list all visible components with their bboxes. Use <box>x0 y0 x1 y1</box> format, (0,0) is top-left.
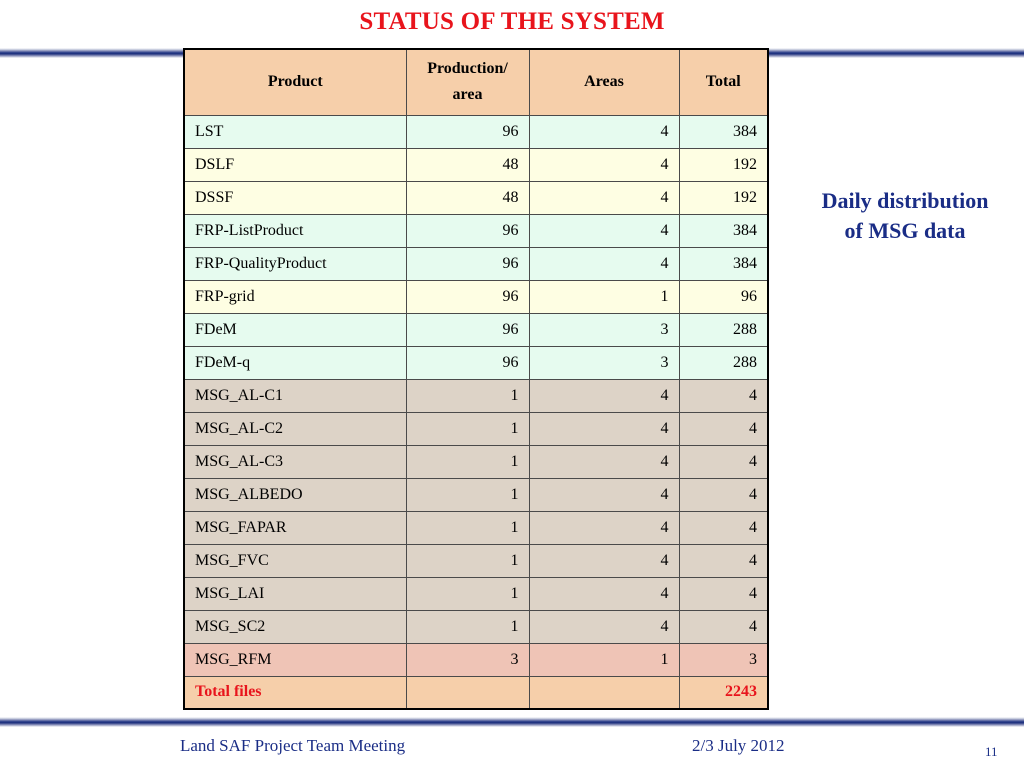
table-row <box>184 511 768 544</box>
total-cell: 3 <box>679 643 768 676</box>
page-number: 11 <box>985 744 998 759</box>
product-cell: FDeM <box>184 313 406 346</box>
total-cell: 4 <box>679 544 768 577</box>
total-value: 2243 <box>679 676 768 709</box>
production-cell: 96 <box>406 115 529 148</box>
total-cell: 384 <box>679 214 768 247</box>
product-cell: DSLF <box>184 148 406 181</box>
total-cell: 288 <box>679 346 768 379</box>
areas-cell: 3 <box>529 313 679 346</box>
table-row <box>184 478 768 511</box>
table-row <box>184 610 768 643</box>
production-cell: 1 <box>406 379 529 412</box>
production-cell: 3 <box>406 643 529 676</box>
total-cell: 96 <box>679 280 768 313</box>
areas-cell: 4 <box>529 511 679 544</box>
total-cell: 4 <box>679 478 768 511</box>
table-row <box>184 313 768 346</box>
table-row <box>184 346 768 379</box>
production-cell: 1 <box>406 511 529 544</box>
areas-cell: 4 <box>529 247 679 280</box>
table-row <box>184 643 768 676</box>
areas-cell: 4 <box>529 181 679 214</box>
table-row <box>184 445 768 478</box>
table-row <box>184 148 768 181</box>
product-cell: LST <box>184 115 406 148</box>
table-row <box>184 577 768 610</box>
product-cell: FRP-QualityProduct <box>184 247 406 280</box>
total-cell: 4 <box>679 412 768 445</box>
total-cell: 288 <box>679 313 768 346</box>
header-total: Total <box>679 49 768 115</box>
product-cell: MSG_FAPAR <box>184 511 406 544</box>
areas-cell: 4 <box>529 445 679 478</box>
areas-cell: 4 <box>529 412 679 445</box>
areas-cell: 3 <box>529 346 679 379</box>
areas-cell: 1 <box>529 280 679 313</box>
total-cell: 4 <box>679 610 768 643</box>
product-cell: MSG_AL-C2 <box>184 412 406 445</box>
total-cell: 192 <box>679 181 768 214</box>
product-cell: FRP-ListProduct <box>184 214 406 247</box>
production-cell: 1 <box>406 577 529 610</box>
total-cell: 4 <box>679 379 768 412</box>
product-cell: MSG_FVC <box>184 544 406 577</box>
areas-cell: 4 <box>529 115 679 148</box>
header-production-area-text: Production/ area <box>427 60 508 104</box>
production-cell: 1 <box>406 544 529 577</box>
table-row <box>184 115 768 148</box>
total-row <box>184 676 768 709</box>
header-production-area <box>406 49 529 115</box>
production-cell: 96 <box>406 280 529 313</box>
production-cell: 96 <box>406 214 529 247</box>
footer-date: 2/3 July 2012 <box>692 736 785 755</box>
product-cell: MSG_AL-C3 <box>184 445 406 478</box>
areas-cell: 4 <box>529 610 679 643</box>
table-row <box>184 280 768 313</box>
footer-meeting: Land SAF Project Team Meeting <box>180 736 406 755</box>
production-cell: 48 <box>406 181 529 214</box>
table-row <box>184 181 768 214</box>
areas-cell: 1 <box>529 643 679 676</box>
product-cell: MSG_RFM <box>184 643 406 676</box>
side-note-line2: of MSG data <box>844 218 966 243</box>
total-cell: 4 <box>679 577 768 610</box>
total-cell: 384 <box>679 247 768 280</box>
production-cell: 1 <box>406 478 529 511</box>
table-row <box>184 544 768 577</box>
production-cell: 1 <box>406 610 529 643</box>
areas-cell: 4 <box>529 577 679 610</box>
areas-cell: 4 <box>529 478 679 511</box>
table-header-row <box>184 49 768 115</box>
areas-cell: 4 <box>529 379 679 412</box>
bottom-divider <box>0 717 1024 727</box>
production-cell: 96 <box>406 247 529 280</box>
system-status-table <box>183 48 769 710</box>
table-row <box>184 247 768 280</box>
product-cell: MSG_SC2 <box>184 610 406 643</box>
total-cell: 4 <box>679 511 768 544</box>
production-cell: 48 <box>406 148 529 181</box>
total-cell: 4 <box>679 445 768 478</box>
production-cell: 1 <box>406 445 529 478</box>
areas-cell: 4 <box>529 214 679 247</box>
production-cell: 96 <box>406 346 529 379</box>
product-cell: MSG_ALBEDO <box>184 478 406 511</box>
areas-cell: 4 <box>529 148 679 181</box>
production-cell: 1 <box>406 412 529 445</box>
total-cell: 384 <box>679 115 768 148</box>
side-note-line1: Daily distribution <box>821 188 989 213</box>
table-row <box>184 214 768 247</box>
product-cell: FDeM-q <box>184 346 406 379</box>
product-cell: MSG_AL-C1 <box>184 379 406 412</box>
header-product: Product <box>184 49 406 115</box>
slide-title: STATUS OF THE SYSTEM <box>359 8 665 35</box>
product-cell: DSSF <box>184 181 406 214</box>
table-row <box>184 412 768 445</box>
total-label: Total files <box>184 676 406 709</box>
product-cell: MSG_LAI <box>184 577 406 610</box>
side-note <box>790 186 1020 246</box>
total-areas <box>529 676 679 709</box>
production-cell: 96 <box>406 313 529 346</box>
product-cell: FRP-grid <box>184 280 406 313</box>
table-body <box>184 115 768 676</box>
table-row <box>184 379 768 412</box>
total-cell: 192 <box>679 148 768 181</box>
areas-cell: 4 <box>529 544 679 577</box>
header-areas: Areas <box>529 49 679 115</box>
total-production <box>406 676 529 709</box>
